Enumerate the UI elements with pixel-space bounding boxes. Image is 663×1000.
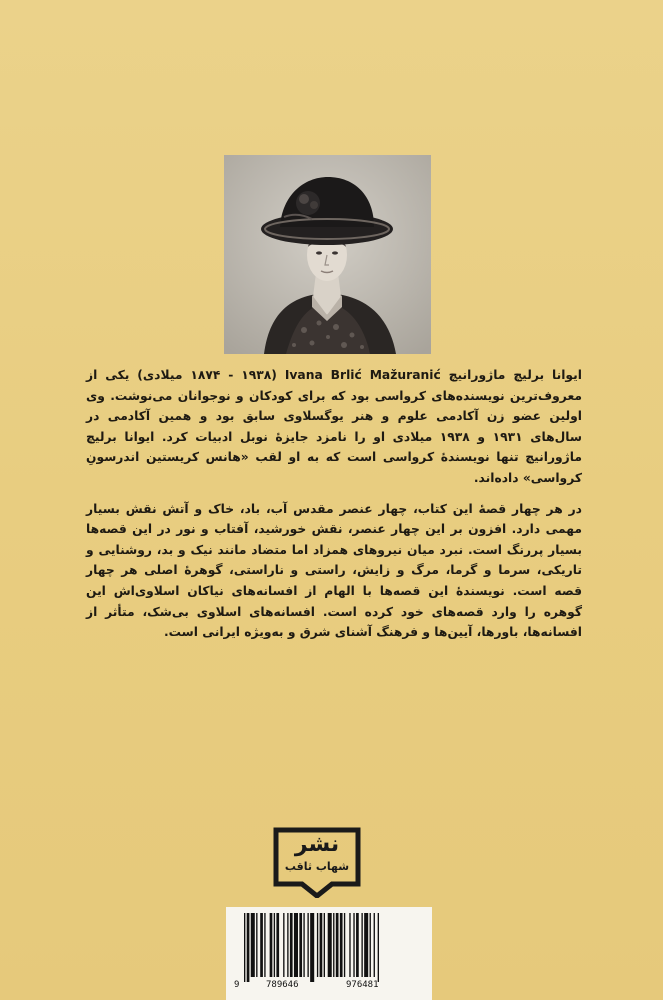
- publisher-word: نشر: [294, 832, 340, 857]
- barcode-icon: [226, 907, 432, 982]
- publisher-name: شهاب ثاقب: [284, 860, 350, 873]
- barcode-group-1: 789646: [266, 980, 299, 990]
- barcode-digits: [226, 980, 432, 994]
- author-portrait: [224, 155, 431, 354]
- publisher-logo: [262, 826, 372, 898]
- woman-in-hat-photo-icon: [224, 155, 431, 354]
- isbn-barcode: [226, 907, 432, 1000]
- bio-paragraph-book: در هر چهار قصهٔ این کتاب، چهار عنصر مقدس آب، باد، خاک و آتش نقش بسیار مهمی دارد. افزون بر این چهار عنصر، نقش خورشید، آفتاب و نور در این قصه‌ها بسیار پررنگ است. نبرد میان نیروهای همزاد اما متضاد مانند نیک و بد، روشنایی و تاریکی، سرما و گرما، مرگ و زایش، راستی و ناراستی، گوهرهٔ اصلی هر چهار قصه است. نویسندهٔ این قصه‌ها با الهام از افسانه‌های نیاکان اسلاوی‌اش این گوهره را وارد قصه‌های خود کرده است. افسانه‌های اسلاوی بی‌شک، متأثر از افسانه‌ها، باورها، آیین‌ها و فرهنگ آشنای شرق و به‌ویژه ایرانی است.: [86, 501, 582, 640]
- barcode-group-2: 976481: [346, 980, 379, 990]
- barcode-lead-digit: 9: [234, 980, 240, 990]
- author-bio: [86, 365, 582, 643]
- bio-paragraph-author: ایوانا برلیچ ماژورانیچ Ivana Brlić Mažuranić (۱۸۷۴ - ۱۹۳۸ میلادی) یکی از معروف‌ترین نویسنده‌های کرواسی بود که برای کودکان و نوجوانان می‌نوشت. وی اولین عضو زن آکادمی علوم و هنر یوگسلاوی سابق بود و همین آکادمی در سال‌های ۱۹۳۱ و ۱۹۳۸ میلادی او را نامزد جایزهٔ نوبل ادبیات کرد. ایوانا برلیچ ماژورانیچ تنها نویسندهٔ کرواسی است که به او لقب «هانس کریستین اندرسونِ کرواسی» داده‌اند.: [86, 368, 582, 485]
